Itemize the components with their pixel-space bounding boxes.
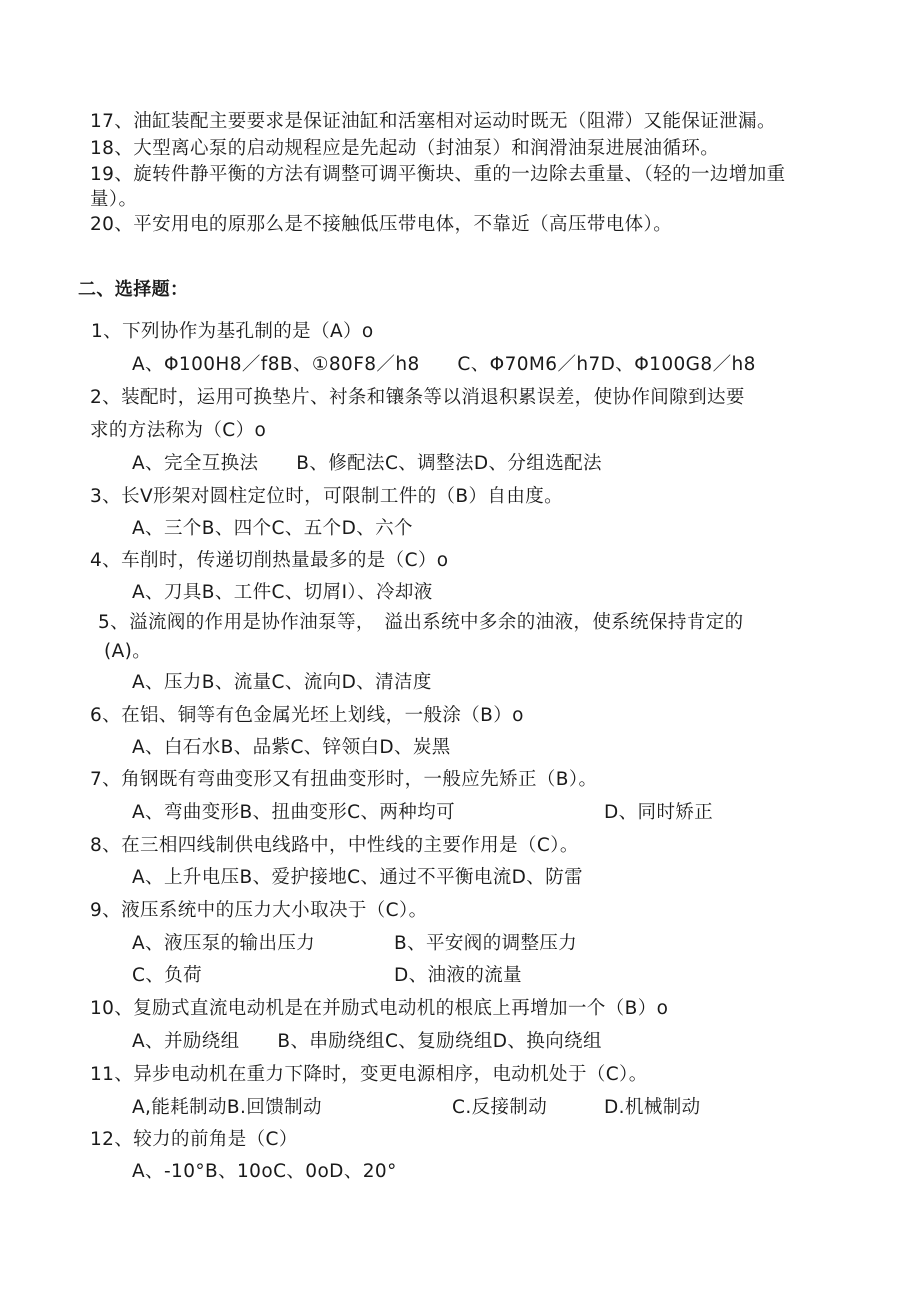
question-5-options: A、压力B、流量C、流向D、清洁度 bbox=[132, 672, 432, 693]
question-8: 8、在三相四线制供电线路中，中性线的主要作用是（C）。 bbox=[90, 835, 579, 856]
question-4-options: A、刀具B、工件C、切屑I）、冷却液 bbox=[132, 582, 433, 603]
question-7-options: A、弯曲变形B、扭曲变形C、两种均可 bbox=[132, 802, 455, 823]
question-11-option-d: D.机械制动 bbox=[604, 1097, 701, 1118]
question-9-option-c: C、负荷 bbox=[132, 965, 203, 986]
question-12-options: A、-10°B、10oC、0oD、20° bbox=[132, 1161, 397, 1182]
question-10: 10、复励式直流电动机是在并励式电动机的根底上再增加一个（B）o bbox=[90, 998, 669, 1019]
question-11-option-c: C.反接制动 bbox=[452, 1097, 548, 1118]
question-11: 11、异步电动机在重力下降时，变更电源相序，电动机处于（C）。 bbox=[90, 1064, 648, 1085]
question-7: 7、角钢既有弯曲变形又有扭曲变形时，一般应先矫正（B）。 bbox=[90, 769, 598, 790]
question-9: 9、液压系统中的压力大小取决于（C）。 bbox=[90, 900, 428, 921]
fill-in-item-19: 19、旋转件静平衡的方法有调整可调平衡块、重的一边除去重量、（轻的一边增加重 bbox=[90, 164, 786, 185]
question-5-cont: (A)。 bbox=[104, 641, 152, 662]
question-9-option-b: B、平安阀的调整压力 bbox=[394, 933, 578, 954]
question-8-options: A、上升电压B、爱护接地C、通过不平衡电流D、防雷 bbox=[132, 867, 584, 888]
fill-in-item-17: 17、油缸装配主要要求是保证油缸和活塞相对运动时既无（阻滞）又能保证泄漏。 bbox=[90, 111, 776, 132]
question-9-option-a: A、液压泵的输出压力 bbox=[132, 933, 316, 954]
question-6: 6、在铝、铜等有色金属光坯上划线，一般涂（B）o bbox=[90, 705, 524, 726]
question-3: 3、长V形架对圆柱定位时，可限制工件的（B）自由度。 bbox=[90, 486, 564, 507]
question-7-option-d: D、同时矫正 bbox=[604, 802, 714, 823]
question-2-options: A、完全互换法 B、修配法C、调整法D、分组选配法 bbox=[132, 453, 602, 474]
question-5: 5、溢流阀的作用是协作油泵等， 溢出系统中多余的油液，使系统保持肯定的 bbox=[98, 612, 744, 633]
section-heading: 二、选择题： bbox=[78, 279, 189, 300]
question-1: 1、下列协作为基孔制的是（A）o bbox=[91, 321, 374, 342]
question-4: 4、车削时，传递切削热量最多的是（C）o bbox=[90, 550, 449, 571]
question-2-cont: 求的方法称为（C）o bbox=[90, 420, 267, 441]
question-3-options: A、三个B、四个C、五个D、六个 bbox=[132, 518, 413, 539]
fill-in-item-19-cont: 量）。 bbox=[90, 189, 138, 210]
fill-in-item-20: 20、平安用电的原那么是不接触低压带电体，不靠近（高压带电体）。 bbox=[90, 214, 673, 235]
question-11-options-ab: A,能耗制动B.回馈制动 bbox=[132, 1097, 322, 1118]
question-6-options: A、白石水B、品紫C、锌领白D、炭黑 bbox=[132, 737, 451, 758]
fill-in-item-18: 18、大型离心泵的启动规程应是先起动（封油泵）和润滑油泵进展油循环。 bbox=[90, 138, 720, 159]
question-10-options: A、并励绕组 B、串励绕组C、复励绕组D、换向绕组 bbox=[132, 1031, 602, 1052]
question-9-option-d: D、油液的流量 bbox=[394, 965, 523, 986]
question-12: 12、较力的前角是（C） bbox=[90, 1129, 298, 1150]
question-1-options: A、Φ100H8／f8B、①80F8／h8 C、Φ70M6／h7D、Φ100G8／h8 bbox=[132, 354, 756, 375]
question-2: 2、装配时，运用可换垫片、衬条和镶条等以消退积累误差，使协作间隙到达要 bbox=[90, 387, 745, 408]
